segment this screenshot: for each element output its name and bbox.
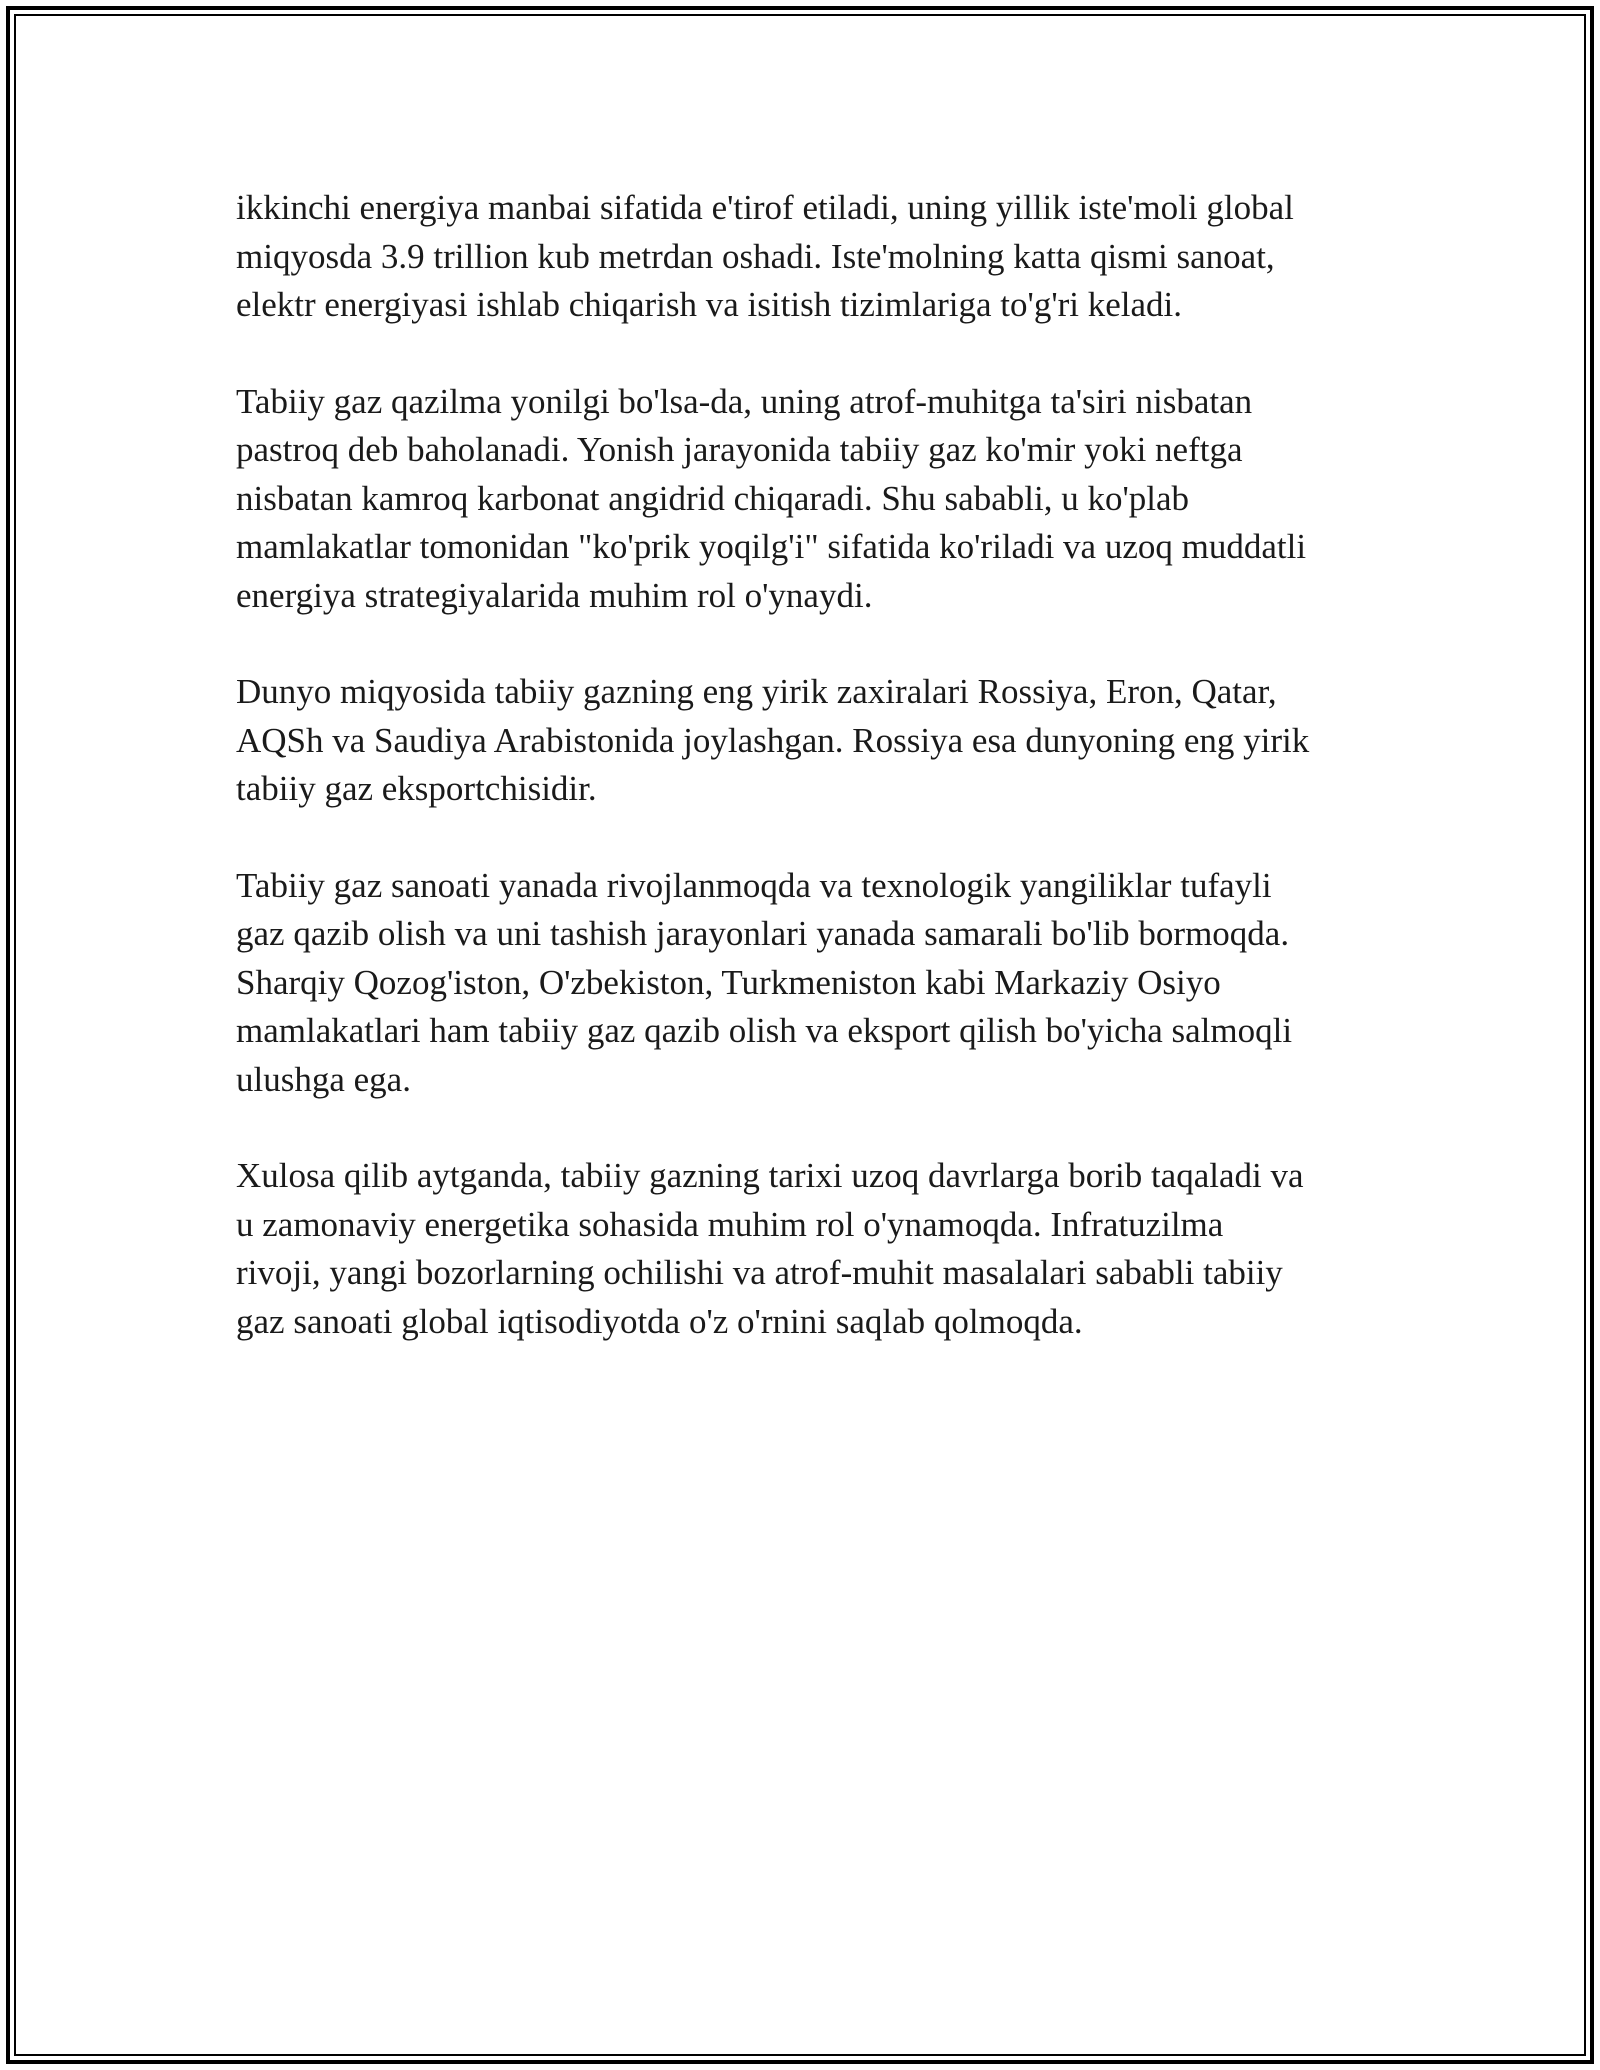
text-line: gaz qazib olish va uni tashish jarayonlari yanada samarali bo'lib bormoqda.: [236, 914, 1290, 953]
text-line: ulushga ega.: [236, 1059, 411, 1099]
paragraph-3: [236, 668, 1386, 814]
text-line: miqyosda 3.9 trillion kub metrdan oshadi. Iste'molning katta qismi sanoat,: [236, 236, 1275, 276]
text-line: mamlakatlari ham tabiiy gaz qazib olish va eksport qilish bo'yicha salmoqli: [236, 1011, 1293, 1050]
paragraph-5: [236, 1152, 1386, 1346]
text-line: energiya strategiyalarida muhim rol o'ynaydi.: [236, 575, 873, 615]
text-line: nisbatan kamroq karbonat angidrid chiqaradi. Shu sababli, u ko'plab: [236, 478, 1190, 518]
text-line: Xulosa qilib aytganda, tabiiy gazning tarixi uzoq davrlarga borib taqaladi va: [236, 1156, 1304, 1195]
text-line: Tabiiy gaz qazilma yonilgi bo'lsa-da, uning atrof-muhitga ta'siri nisbatan: [236, 381, 1253, 421]
text-line: Sharqiy Qozog'iston, O'zbekiston, Turkmeniston kabi Markaziy Osiyo: [236, 962, 1221, 1002]
text-line: AQSh va Saudiya Arabistonida joylashgan. Rossiya esa dunyoning eng yirik: [236, 720, 1310, 760]
text-line: Dunyo miqyosida tabiiy gazning eng yirik zaxiralari Rossiya, Eron, Qatar,: [236, 672, 1277, 711]
text-line: gaz sanoati global iqtisodiyotda o'z o'rnini saqlab qolmoqda.: [236, 1301, 1083, 1341]
text-line: tabiiy gaz eksportchisidir.: [236, 769, 597, 808]
text-line: rivoji, yangi bozorlarning ochilishi va atrof-muhit masalalari sababli tabiiy: [236, 1253, 1283, 1292]
paragraph-2: [236, 378, 1386, 621]
text-line: Tabiiy gaz sanoati yanada rivojlanmoqda va texnologik yangiliklar tufayli: [236, 865, 1272, 905]
text-line: u zamonaviy energetika sohasida muhim rol o'ynamoqda. Infratuzilma: [236, 1204, 1224, 1244]
text-line: elektr energiyasi ishlab chiqarish va isitish tizimlariga to'g'ri keladi.: [236, 285, 1183, 324]
paragraph-4: [236, 862, 1386, 1105]
text-line: ikkinchi energiya manbai sifatida e'tirof etiladi, uning yillik iste'moli global: [236, 188, 1294, 227]
document-body: [236, 184, 1386, 1346]
paragraph-1: [236, 184, 1386, 330]
text-line: mamlakatlar tomonidan "ko'prik yoqilg'i" sifatida ko'riladi va uzoq muddatli: [236, 527, 1307, 566]
text-line: pastroq deb baholanadi. Yonish jarayonida tabiiy gaz ko'mir yoki neftga: [236, 430, 1243, 469]
